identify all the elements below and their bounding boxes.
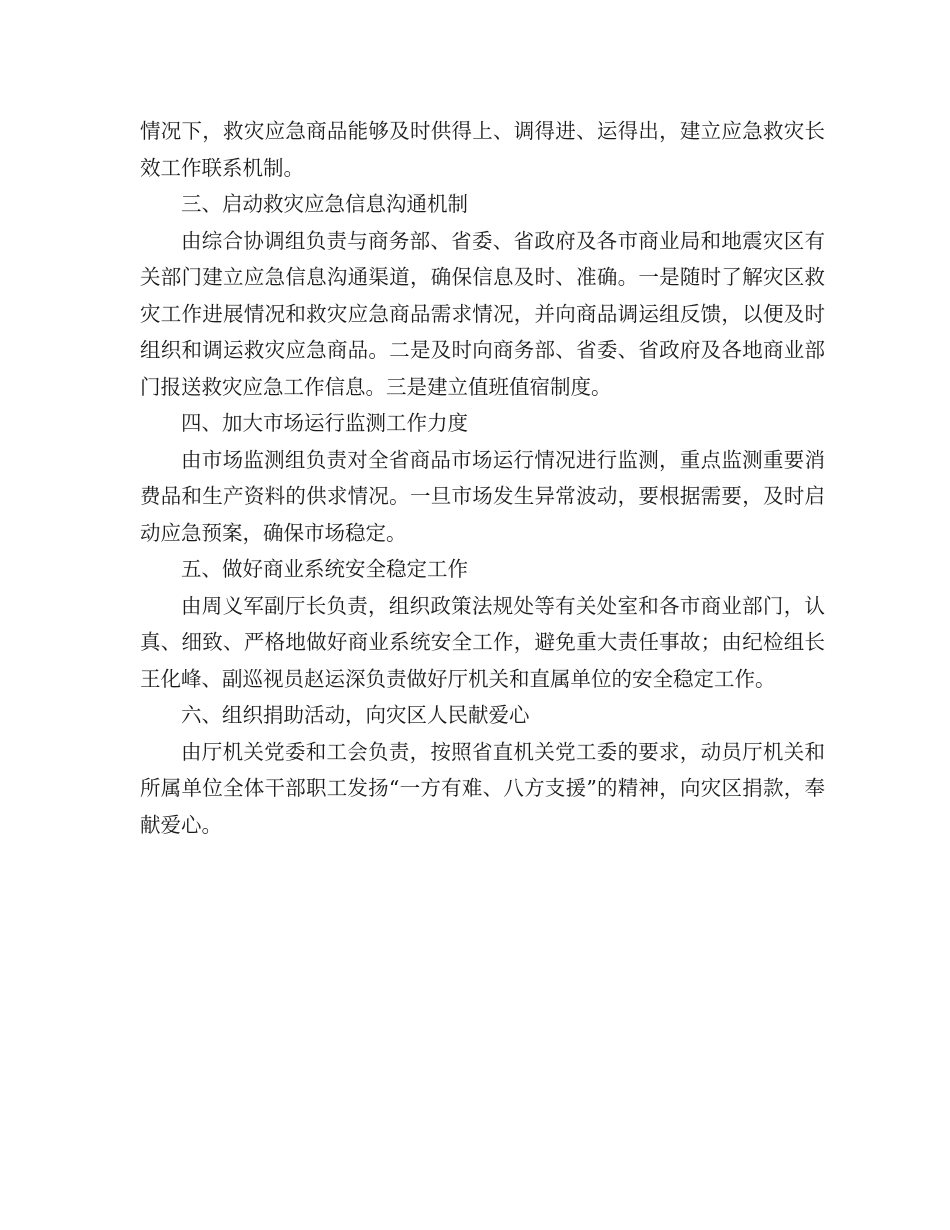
- section-heading-5: 五、做好商业系统安全稳定工作: [181, 557, 468, 581]
- paragraph-section-6: 由厅机关党委和工会负责，按照省直机关党工委的要求，动员厅机关和所属单位全体干部职工发扬“一方有难、八方支援”的精神，向灾区捐款，奉献爱心。: [140, 739, 825, 837]
- document-body: [140, 113, 825, 843]
- paragraph-section-5: 由周义军副厅长负责，组织政策法规处等有关处室和各市商业部门，认真、细致、严格地做好商业系统安全工作，避免重大责任事故；由纪检组长王化峰、副巡视员赵运深负责做好厅机关和直属单位的安全稳定工作。: [140, 593, 825, 691]
- paragraph-section-4: 由市场监测组负责对全省商品市场运行情况进行监测，重点监测重要消费品和生产资料的供求情况。一旦市场发生异常波动，要根据需要，及时启动应急预案，确保市场稳定。: [140, 447, 825, 545]
- paragraph-continuation: 情况下，救灾应急商品能够及时供得上、调得进、运得出，建立应急救灾长效工作联系机制。: [140, 119, 825, 180]
- paragraph-section-3: 由综合协调组负责与商务部、省委、省政府及各市商业局和地震灾区有关部门建立应急信息沟通渠道，确保信息及时、准确。一是随时了解灾区救灾工作进展情况和救灾应急商品需求情况，并向商品调运组反馈，以便及时组织和调运救灾应急商品。二是及时向商务部、省委、省政府及各地商业部门报送救灾应急工作信息。三是建立值班值宿制度。: [140, 228, 825, 399]
- section-heading-3: 三、启动救灾应急信息沟通机制: [181, 192, 468, 216]
- section-heading-6: 六、组织捐助活动，向灾区人民献爱心: [181, 703, 530, 727]
- section-heading-4: 四、加大市场运行监测工作力度: [181, 411, 468, 435]
